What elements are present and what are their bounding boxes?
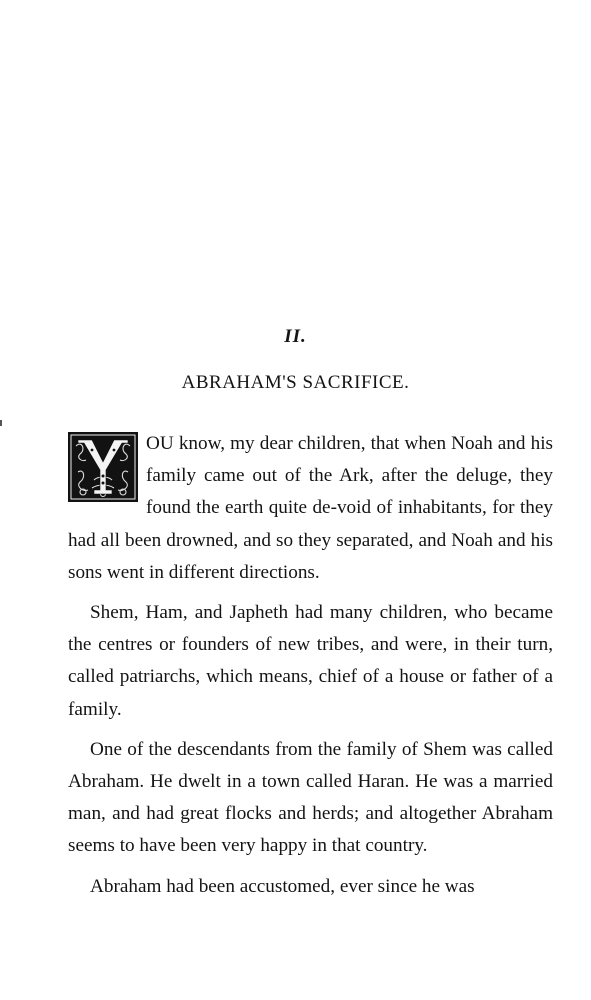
decorative-dropcap-y — [68, 432, 138, 502]
chapter-title: ABRAHAM'S SACRIFICE. — [181, 372, 410, 393]
chapter-number: II. — [284, 326, 307, 347]
paragraph-1 — [68, 428, 553, 589]
paragraph-1-text: OU know, my dear children, that when Noah and his family came out of the Ark, after the deluge, they found the earth quite de-void of inhabitants, for they had all been drowned, and so they separated, and Noah and his sons went in different directions. — [68, 433, 553, 583]
chapter-body — [68, 428, 553, 911]
margin-mark — [0, 420, 2, 426]
paragraph-4: Abraham had been accustomed, ever since he was — [90, 875, 475, 897]
ornament-icon — [68, 432, 138, 502]
paragraph-2: Shem, Ham, and Japheth had many children, who became the centres or founders of new tribes, and were, in their turn, called patriarchs, which means, chief of a house or father of a family. — [68, 602, 553, 720]
paragraph-3: One of the descendants from the family of Shem was called Abraham. He dwelt in a town called Haran. He was a married man, and had great flocks and herds; and altogether Abraham seems to have been very happy in that country. — [68, 738, 553, 857]
